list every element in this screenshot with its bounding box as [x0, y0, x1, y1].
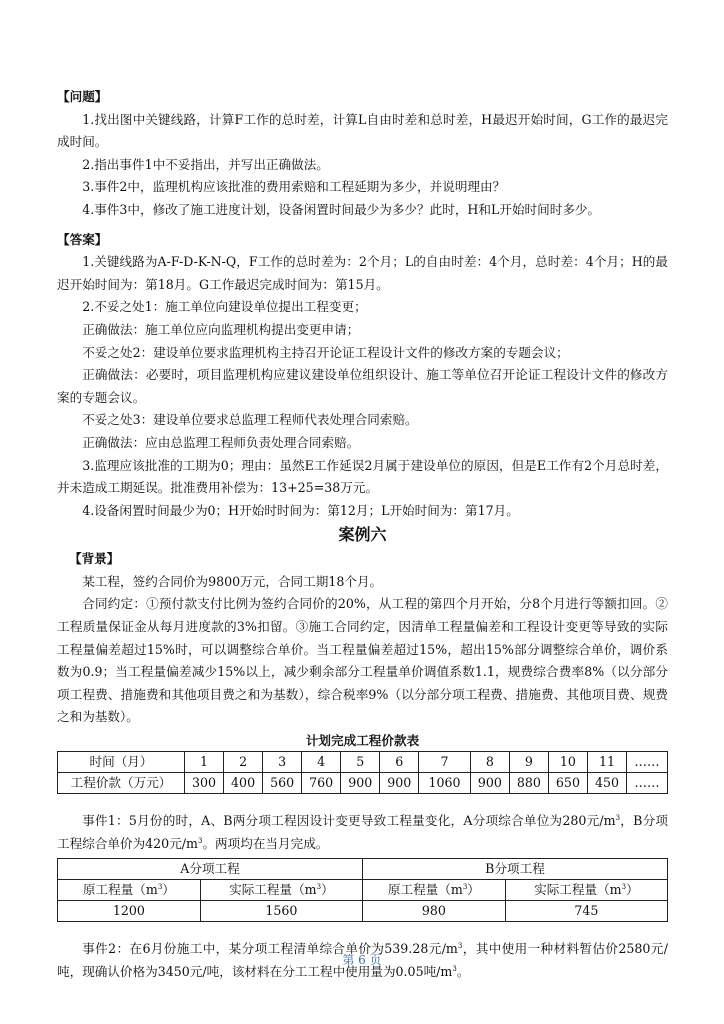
background-paragraph-2: 合同约定：①预付款支付比例为签约合同价的20%，从工程的第四个月开始，分8个月进行等额扣回。②工程质量保证金从每月进度款的3%扣留。③施工合同约定，因清单工程量偏差和工程设计变更等导致的实际工程量偏差超过15%时，可以调整综合单价。当工程量偏差超过15%，超出15%部分调整综合单价，调价系数为0.9；当工程量偏差减少15%以上，减少剩余部分工程量单价调值系数1.1，规费综合费率8%（以分部分项工程费、措施费和其他项目费之和为基数），综合税率9%（以分部分项工程费、措施费、其他项目费、规费之和为基数）。: [57, 596, 668, 725]
value-cell: ……: [627, 773, 668, 794]
questions-heading: 【问题】: [57, 89, 108, 104]
month-cell: 1: [185, 752, 224, 773]
event-2-text-b: ，其中使用一种材料暂估价2580元/吨，现确认价格为3450元/吨，该材料在分工工程中使用量为0.05吨/m: [57, 941, 669, 979]
superscript: 3: [457, 942, 463, 951]
answer-2-correct-2: 正确做法：必要时，项目监理机构应建议建设单位组织设计、施工等单位召开论证工程设计文件的修改方案的专题会议。: [57, 367, 668, 405]
document-page: [57, 86, 668, 983]
superscript: 3: [615, 813, 621, 822]
answer-2: 2.不妥之处1：施工单位向建设单位提出工程变更；: [82, 299, 367, 315]
value-cell: 560: [263, 773, 302, 794]
answer-2-correct-3: 正确做法：应由总监理工程师负责处理合同索赔。: [82, 434, 360, 450]
event-1: [57, 810, 668, 855]
col-header-original: 原工程量$(m^3)$: [58, 880, 201, 901]
value-cell: 760: [302, 773, 341, 794]
table-row-values: [58, 901, 668, 922]
event-1-text-b: ，B分项工程综合单价为420元/m: [57, 813, 668, 851]
col-header-actual: 实际工程量$(m^3)$: [505, 880, 667, 901]
value-cell: 400: [224, 773, 263, 794]
row-header: 时间（月）: [58, 752, 185, 773]
answer-2-correct-1: 正确做法：施工单位应向监理机构提出变更申请；: [82, 321, 360, 337]
month-cell: 5: [341, 752, 380, 773]
event-1-text-a: 事件1：5月份的时，A、B两分项工程因设计变更导致工程量变化，A分项综合单位为280元/m: [82, 813, 616, 829]
answer-2-issue-3: 不妥之处3：建设单位要求总监理工程师代表处理合同索赔。: [82, 412, 418, 428]
question-3: 3.事件2中，监理机构应该批准的费用索赔和工程延期为多少，并说明理由？: [82, 179, 506, 195]
background-paragraph-1: 某工程，签约合同价为9800万元，合同工期18个月。: [82, 573, 383, 589]
table-row-groups: [58, 859, 668, 880]
col-header-actual: 实际工程量$(m^3)$: [200, 880, 362, 901]
table-title: 计划完成工程价款表: [305, 733, 420, 749]
value-cell: 880: [509, 773, 548, 794]
month-cell: ……: [627, 752, 668, 773]
month-cell: 4: [302, 752, 341, 773]
superscript: 3: [197, 836, 203, 845]
month-cell: 2: [224, 752, 263, 773]
event-2-text-c: 。: [456, 963, 470, 979]
question-1: 1.找出图中关键线路，计算F工作的总时差，计算L自由时差和总时差，H最迟开始时间，G工作的最迟完成时间。: [57, 111, 668, 150]
background-heading: 【背景】: [69, 551, 120, 567]
event-1-text-c: 。两项均在当月完成。: [202, 835, 329, 851]
value-cell: 300: [185, 773, 224, 794]
page-number: 第 6 页: [342, 953, 382, 967]
question-4: 4.事件3中，修改了施工进度计划，设备闲置时间最少为多少？此时，H和L开始时间时多少。: [82, 201, 601, 217]
value-cell: 1200: [58, 901, 201, 922]
question-2: 2.指出事件1中不妥指出，并写出正确做法。: [82, 156, 329, 172]
row-header: 工程价款（万元）: [58, 773, 185, 794]
table-row-headers: [58, 880, 668, 901]
value-cell: 900: [380, 773, 419, 794]
month-cell: 6: [380, 752, 419, 773]
superscript: 3: [452, 964, 457, 973]
quantity-change-table: [57, 858, 668, 922]
value-cell: 650: [548, 773, 587, 794]
month-cell: 8: [470, 752, 509, 773]
planned-payment-table: [57, 751, 668, 794]
month-cell: 11: [587, 752, 626, 773]
table-row-values: [58, 773, 668, 794]
group-b-header: B分项工程: [362, 859, 667, 880]
value-cell: 1060: [419, 773, 471, 794]
month-cell: 10: [548, 752, 587, 773]
event-2-text-a: 事件2：在6月份施工中，某分项工程清单综合单价为539.28元/m: [82, 941, 458, 957]
group-a-header: A分项工程: [58, 859, 363, 880]
col-header-original: 原工程量$(m^3)$: [362, 880, 505, 901]
answer-2-issue-2: 不妥之处2：建设单位要求监理机构主持召开论证工程设计文件的修改方案的专题会议；: [82, 344, 569, 360]
answers-heading: 【答案】: [57, 231, 108, 247]
value-cell: 1560: [200, 901, 362, 922]
value-cell: 980: [362, 901, 505, 922]
month-cell: 9: [509, 752, 548, 773]
month-cell: 3: [263, 752, 302, 773]
value-cell: 450: [587, 773, 626, 794]
value-cell: 745: [505, 901, 667, 922]
answer-4: 4.设备闲置时间最少为0；H开始时时间为：第12月；L开始时间为：第17月。: [82, 502, 519, 518]
answer-1: 1.关键线路为A-F-D-K-N-Q，F工作的总时差为：2个月；L的自由时差：4个月，总时差：4个月；H的最迟开始时间为：第18月。G工作最迟完成时间为：第15月。: [57, 254, 668, 292]
table-row-months: [58, 752, 668, 773]
answer-3: 3.监理应该批准的工期为0；理由：虽然E工作延误2月属于建设单位的原因，但是E工作有2个月总时差，并未造成工期延误。批准费用补偿为：13+25=38万元。: [57, 457, 668, 496]
value-cell: 900: [470, 773, 509, 794]
month-cell: 7: [419, 752, 471, 773]
value-cell: 900: [341, 773, 380, 794]
case-title: 案例六: [338, 525, 387, 545]
